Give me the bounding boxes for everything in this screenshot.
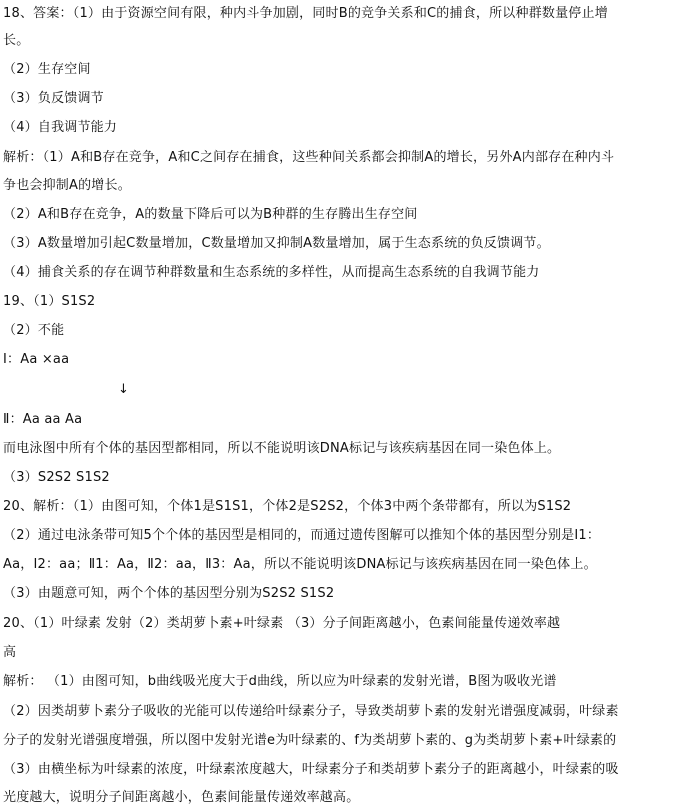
- q18-answer-part-2: （2）生存空间: [3, 62, 91, 77]
- q18-analysis-line-2: 争也会抑制A的增长。: [3, 178, 131, 193]
- q20b-analysis-part-3-b: 光度越大，说明分子间距离越小，色素间能量传递效率越高。: [3, 790, 360, 805]
- q18-answer-part-4: （4）自我调节能力: [3, 120, 118, 135]
- q18-answer-line-1: 18、答案：（1）由于资源空间有限，种内斗争加剧，同时B的竞争关系和C的捕食，所以种群数量停止增: [3, 6, 608, 21]
- q18-analysis-part-2: （2）A和B存在竞争，A的数量下降后可以为B种群的生存腾出生存空间: [3, 207, 418, 222]
- q20-analysis-part-1: 20、解析：（1）由图可知，个体1是S1S1，个体2是S2S2，个体3中两个条带都有，所以为S1S2: [3, 499, 572, 514]
- q20b-analysis-part-2-b: 分子的发射光谱强度增强，所以图中发射光谱e为叶绿素的、f为类胡萝卜素的、g为类胡萝卜素+叶绿素的: [3, 733, 617, 748]
- q18-answer-line-2: 长。: [3, 33, 30, 48]
- q20-analysis-part-3: （3）由题意可知，两个个体的基因型分别为S2S2 S1S2: [3, 586, 335, 601]
- q18-answer-part-3: （3）负反馈调节: [3, 91, 104, 106]
- q20-analysis-part-2-b: Aa，Ⅰ2：aa；Ⅱ1：Aa，Ⅱ2：aa，Ⅱ3：Aa，所以不能说明该DNA标记与该疾病基因在同一染色体上。: [3, 557, 597, 572]
- q18-analysis-part-3: （3）A数量增加引起C数量增加，C数量增加又抑制A数量增加，属于生态系统的负反馈调节。: [3, 236, 550, 251]
- q20b-analysis-part-2-a: （2）因类胡萝卜素分子吸收的光能可以传递给叶绿素分子，导致类胡萝卜素的发射光谱强度减弱，叶绿素: [3, 704, 619, 719]
- q19-answer-part-3: （3）S2S2 S1S2: [3, 470, 110, 485]
- q18-analysis-part-4: （4）捕食关系的存在调节种群数量和生态系统的多样性，从而提高生态系统的自我调节能力: [3, 265, 540, 280]
- q20b-answer-line-2: 高: [3, 645, 17, 660]
- q20b-analysis-part-3-a: （3）由横坐标为叶绿素的浓度，叶绿素浓度越大，叶绿素分子和类胡萝卜素分子的距离越小，叶绿素的吸: [3, 762, 619, 777]
- q19-cross-offspring: Ⅱ：Aa aa Aa: [3, 412, 83, 427]
- q19-answer-part-2: （2）不能: [3, 323, 65, 338]
- q20b-answer-line-1: 20、（1）叶绿素 发射（2）类胡萝卜素+叶绿素 （3）分子间距离越小，色素间能量传递效率越: [3, 616, 561, 631]
- q19-answer-part-1: 19、（1）S1S2: [3, 294, 96, 309]
- q20b-analysis-part-1: 解析： （1）由图可知，b曲线吸光度大于d曲线，所以应为叶绿素的发射光谱，B图为吸收光谱: [3, 674, 557, 689]
- q19-conclusion: 而电泳图中所有个体的基因型都相同，所以不能说明该DNA标记与该疾病基因在同一染色体上。: [3, 441, 561, 456]
- q20-analysis-part-2-a: （2）通过电泳条带可知5个个体的基因型是相同的，而通过遗传图解可以推知个体的基因型分别是Ⅰ1：: [3, 528, 601, 543]
- down-arrow-icon: ↓: [118, 382, 129, 397]
- q18-analysis-line-1: 解析：（1）A和B存在竞争，A和C之间存在捕食，这些种间关系都会抑制A的增长，另外A内部存在种内斗: [3, 150, 615, 165]
- q19-cross-parents: Ⅰ：Aa ×aa: [3, 352, 70, 367]
